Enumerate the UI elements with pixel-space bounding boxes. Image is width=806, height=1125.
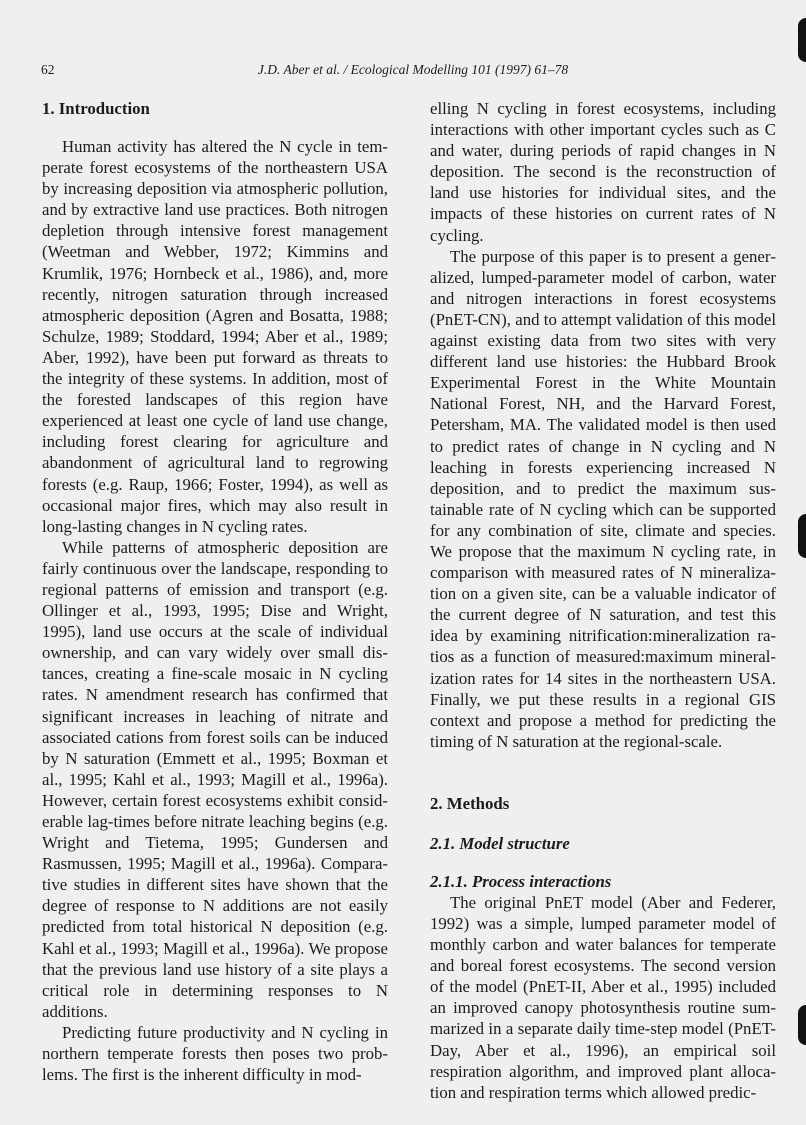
running-head: J.D. Aber et al. / Ecological Modelling 101 (1997) 61–78 [257, 62, 569, 77]
subsubsection-heading-process-interactions: 2.1.1. Process interactions [430, 871, 612, 891]
paragraph-intro-2: While patterns of atmospheric deposition are fairly continuous over the landscape, responding to regional patterns of emission and transport (e.g. Ollinger et al., 1993, 1995; Dise and Wright, 1995), land use occurs at the scale of individual ownership, and can vary widely over small distances, creating a fine-scale mosaic in N cycling rates. N amendment research has confirmed that significant increases in leaching of nitrate and associated cations from forest soils can be induced by N saturation (Emmett et al., 1995; Boxman et al., 1995; Kahl et al., 1993; Magill et al., 1996a). However, certain forest ecosystems exhibit considerable lag-times before nitrate leaching begins (e.g. Wright and Tietema, 1995; Gundersen and Rasmussen, 1995; Magill et al., 1996a). Comparative studies in different sites have shown that the degree of response to N additions are not easily predicted from total historical N deposition (e.g. Kahl et al., 1993; Magill et al., 1996a). We propose that the previous land use history of a site plays a critical role in determining responses to N additions. [42, 537, 388, 1021]
section-heading-methods: 2. Methods [430, 793, 510, 813]
page-edge-mark [798, 514, 806, 558]
right-column [430, 98, 776, 1103]
paragraph-intro-1: Human activity has altered the N cycle in temperate forest ecosystems of the northeastern USA by increasing deposition via atmospheric pollution, and by extractive land use practices. Both nitrogen depletion through intensive forest management (Weetman and Webber, 1972; Kimmins and Krumlik, 1976; Hornbeck et al., 1986), and, more recently, nitrogen saturation through increased atmospheric deposition (Agren and Bosatta, 1988; Schulze, 1989; Stoddard, 1994; Aber et al., 1989; Aber, 1992), have been put forward as threats to the integrity of these systems. In addition, most of the forested landscapes of this region have experienced at least one cycle of land use change, including forest clearing for agriculture and abandonment of agricultural land to regrowing forests (e.g. Raup, 1966; Foster, 1994), as well as occasional major fires, which may also result in long-lasting changes in N cycling rates. [42, 137, 388, 536]
subsection-heading-model-structure: 2.1. Model structure [430, 833, 570, 853]
page-number: 62 [41, 62, 55, 77]
paragraph-purpose: The purpose of this paper is to present a generalized, lumped-parameter model of carbon, water and nitrogen interactions in forest ecosystems (PnET-CN), and to attempt validation of this model against existing data from two sites with very different land use histories: the Hubbard Brook Experimental Forest in the White Mountain National Forest, NH, and the Harvard Forest, Petersham, MA. The validated model is then used to predict rates of change in N cycling and N leaching in forests experiencing increased N deposition, and to predict the maximum sustainable rate of N cycling which can be supported for any combination of site, climate and species. We propose that the maximum N cycling rate, in comparison with measured rates of N mineralization on a given site, can be a valuable indicator of the current degree of N saturation, and test this idea by examining nitrification:mineralization ratios as a function of measured:maximum mineralization rates for 14 sites in the northeastern USA. Finally, we put these results in a regional GIS context and propose a method for predicting the timing of N saturation at the regional-scale. [430, 246, 776, 751]
paragraph-methods-1: The original PnET model (Aber and Federer, 1992) was a simple, lumped parameter model of monthly carbon and water balances for temperate and boreal forest ecosystems. The second version of the model (PnET-II, Aber et al., 1995) included an improved canopy photosynthesis routine summarized in a separate daily time-step model (PnET-Day, Aber et al., 1996), an empirical soil respiration algorithm, and improved plant allocation and respiration terms which allowed predic- [430, 892, 776, 1102]
page-edge-mark [798, 1005, 806, 1045]
paragraph-intro-3: Predicting future productivity and N cycling in northern temperate forests then poses two problems. The first is the inherent difficulty in mod- [42, 1022, 388, 1085]
paragraph-intro-continued: elling N cycling in forest ecosystems, including interactions with other important cycles such as C and water, during periods of rapid changes in N deposition. The second is the reconstruction of land use histories for individual sites, and the impacts of these histories on current rates of N cycling. [430, 99, 776, 245]
page-header [41, 62, 785, 82]
page-edge-mark [798, 18, 806, 62]
section-heading-introduction: 1. Introduction [42, 99, 150, 118]
left-column [42, 98, 388, 1085]
